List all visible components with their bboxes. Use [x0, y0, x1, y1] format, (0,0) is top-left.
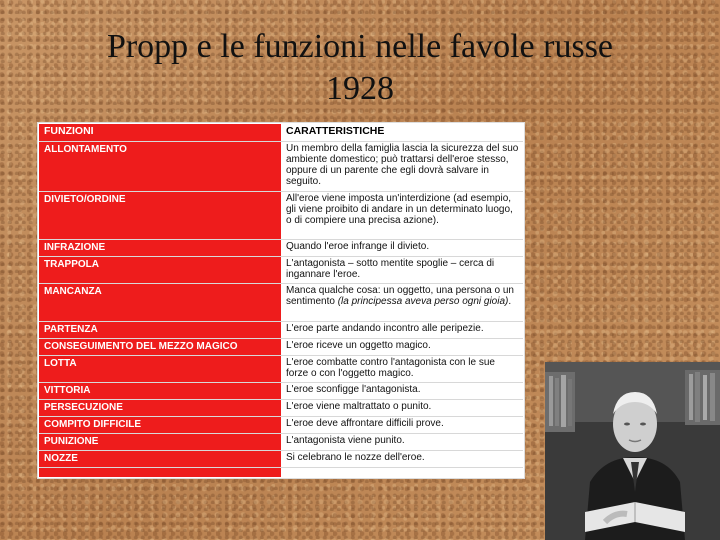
title-line-2: 1928 — [326, 70, 394, 107]
function-name: LOTTA — [39, 356, 281, 383]
function-name: DIVIETO/ORDINE — [39, 192, 281, 240]
table-row — [39, 322, 523, 339]
function-name: MANCANZA — [39, 284, 281, 322]
function-description: L'eroe combatte contro l'antagonista con le sue forze o con l'oggetto magico. — [281, 356, 523, 383]
function-description: All'eroe viene imposta un'interdizione (ad esempio, gli viene proibito di andare in un determinato luogo, o di compiere una precisa azione). — [281, 192, 523, 240]
function-name: VITTORIA — [39, 383, 281, 400]
header-characteristics: CARATTERISTICHE — [281, 124, 523, 142]
table-row — [39, 434, 523, 451]
function-description: L'eroe riceve un oggetto magico. — [281, 339, 523, 356]
table-row — [39, 417, 523, 434]
portrait-photo — [545, 362, 720, 540]
table-row — [39, 240, 523, 257]
table-row — [39, 142, 523, 192]
function-name: INFRAZIONE — [39, 240, 281, 257]
title-line-1: Propp e le funzioni nelle favole russe — [106, 28, 614, 65]
description-end: . — [508, 296, 512, 307]
function-name: PUNIZIONE — [39, 434, 281, 451]
table-row — [39, 284, 523, 322]
function-name: PERSECUZIONE — [39, 400, 281, 417]
table-row — [39, 400, 523, 417]
function-description: Si celebrano le nozze dell'eroe. — [281, 451, 523, 468]
function-description: L'eroe viene maltrattato o punito. — [281, 400, 523, 417]
description-text: Manca qualche cosa: un oggetto, una persona o un sentimento — [286, 285, 514, 307]
functions-table-panel — [37, 122, 525, 479]
function-description: L'antagonista viene punito. — [281, 434, 523, 451]
header-functions: FUNZIONI — [39, 124, 281, 142]
function-name: COMPITO DIFFICILE — [39, 417, 281, 434]
function-description: Quando l'eroe infrange il divieto. — [281, 240, 523, 257]
function-name: NOZZE — [39, 451, 281, 468]
function-description: L'eroe sconfigge l'antagonista. — [281, 383, 523, 400]
function-description: L'antagonista – sotto mentite spoglie – cerca di ingannare l'eroe. — [281, 257, 523, 284]
description-italic: (la principessa aveva perso ogni gioia) — [337, 296, 509, 307]
table-row — [39, 451, 523, 468]
function-name: ALLONTAMENTO — [39, 142, 281, 192]
function-name: PARTENZA — [39, 322, 281, 339]
function-description — [281, 284, 523, 322]
portrait-illustration — [545, 362, 720, 540]
function-description: L'eroe parte andando incontro alle peripezie. — [281, 322, 523, 339]
table-row — [39, 383, 523, 400]
function-description: L'eroe deve affrontare difficili prove. — [281, 417, 523, 434]
function-name: CONSEGUIMENTO DEL MEZZO MAGICO — [39, 339, 281, 356]
table-row — [39, 192, 523, 240]
function-name: TRAPPOLA — [39, 257, 281, 284]
table-row — [39, 339, 523, 356]
table-row — [39, 356, 523, 383]
slide-title — [0, 26, 720, 110]
function-description: Un membro della famiglia lascia la sicurezza del suo ambiente domestico; può trattarsi dell'eroe stesso, oppure di un parente che egli dovrà salvare in seguito. — [281, 142, 523, 192]
functions-table — [39, 124, 523, 468]
table-row — [39, 257, 523, 284]
table-header-row — [39, 124, 523, 142]
